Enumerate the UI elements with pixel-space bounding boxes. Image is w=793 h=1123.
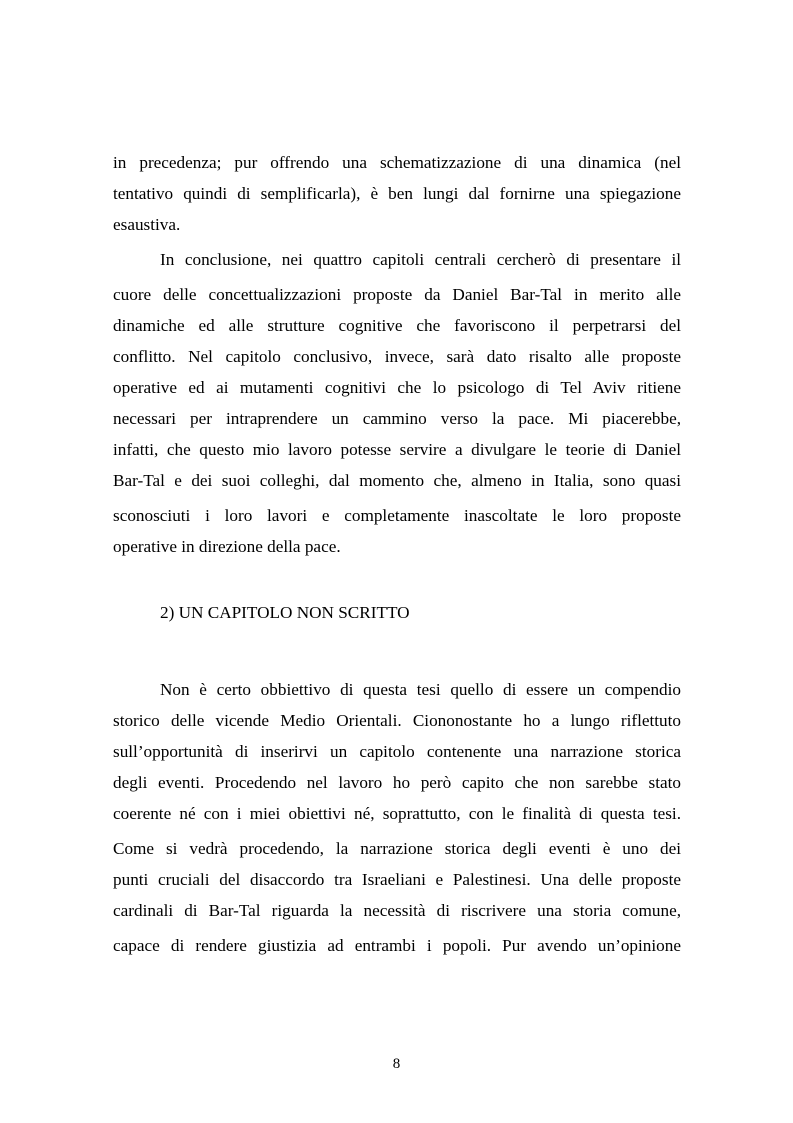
paragraph-line: conflitto. Nel capitolo conclusivo, invece, sarà dato risalto alle proposte [113, 347, 681, 366]
paragraph-line: esaustiva. [113, 215, 181, 234]
paragraph-line: cardinali di Bar-Tal riguarda la necessità di riscrivere una storia comune, [113, 901, 681, 920]
paragraph-line: coerente né con i miei obiettivi né, soprattutto, con le finalità di questa tesi. [113, 804, 681, 823]
paragraph-line: infatti, che questo mio lavoro potesse servire a divulgare le teorie di Daniel [113, 440, 681, 459]
paragraph-line: operative in direzione della pace. [113, 537, 341, 556]
paragraph-line: necessari per intraprendere un cammino verso la pace. Mi piacerebbe, [113, 409, 681, 428]
paragraph-line: operative ed ai mutamenti cognitivi che lo psicologo di Tel Aviv ritiene [113, 378, 681, 397]
paragraph-line: punti cruciali del disaccordo tra Israeliani e Palestinesi. Una delle proposte [113, 870, 681, 889]
paragraph-line: sull’opportunità di inserirvi un capitolo contenente una narrazione storica [113, 742, 681, 761]
paragraph-line: Non è certo obbiettivo di questa tesi quello di essere un compendio [160, 680, 681, 699]
paragraph-line: sconosciuti i loro lavori e completamente inascoltate le loro proposte [113, 506, 681, 525]
paragraph-line: dinamiche ed alle strutture cognitive che favoriscono il perpetrarsi del [113, 316, 681, 335]
paragraph-line: Bar-Tal e dei suoi colleghi, dal momento che, almeno in Italia, sono quasi [113, 471, 681, 490]
paragraph-line: in precedenza; pur offrendo una schematizzazione di una dinamica (nel [113, 153, 681, 172]
paragraph-line: In conclusione, nei quattro capitoli centrali cercherò di presentare il [160, 250, 681, 269]
page-number: 8 [392, 1056, 401, 1072]
paragraph-line: capace di rendere giustizia ad entrambi i popoli. Pur avendo un’opinione [113, 936, 681, 955]
paragraph-line: Come si vedrà procedendo, la narrazione storica degli eventi è uno dei [113, 839, 681, 858]
paragraph-line: degli eventi. Procedendo nel lavoro ho però capito che non sarebbe stato [113, 773, 681, 792]
section-heading: 2) UN CAPITOLO NON SCRITTO [160, 603, 410, 622]
paragraph-line: tentativo quindi di semplificarla), è ben lungi dal fornirne una spiegazione [113, 184, 681, 203]
paragraph-line: storico delle vicende Medio Orientali. Ciononostante ho a lungo riflettuto [113, 711, 681, 730]
paragraph-line: cuore delle concettualizzazioni proposte da Daniel Bar-Tal in merito alle [113, 285, 681, 304]
